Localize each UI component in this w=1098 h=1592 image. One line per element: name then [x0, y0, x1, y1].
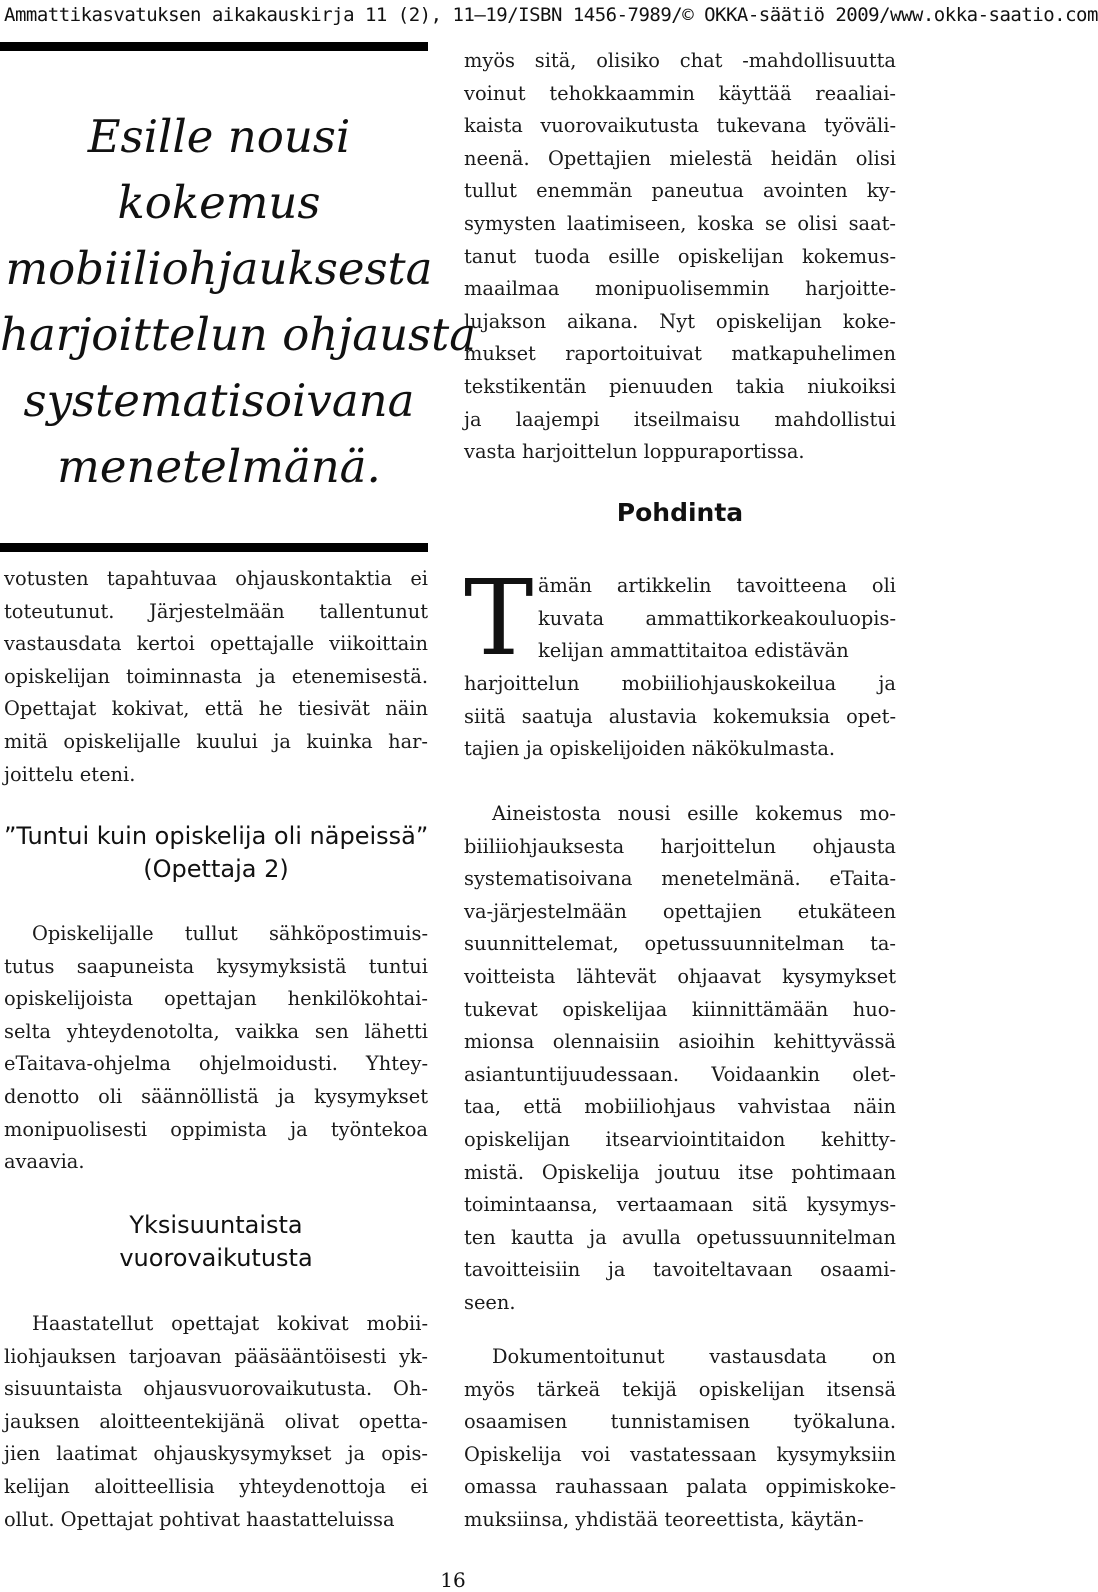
text-line: voitteista lähtevät ohjaavat kysymykset — [464, 964, 896, 988]
text-line: tekstikentän pienuuden takia niukoiksi — [464, 374, 896, 398]
text-line: sisuuntaista ohjausvuorovaikutusta. Oh- — [4, 1377, 428, 1401]
pull-quote — [0, 104, 477, 500]
text-line: myös tärkeä tekijä opiskelijan itsensä — [464, 1377, 896, 1401]
text-line: kelijan ammattitaitoa edistävän — [538, 639, 849, 663]
text-line: vasta harjoittelun loppuraportissa. — [464, 440, 805, 464]
heading-line: Yksisuuntaista — [129, 1211, 303, 1239]
pull-quote-line: harjoittelun ohjausta — [0, 308, 477, 361]
quote-heading — [4, 820, 428, 886]
section-paragraph — [4, 1308, 428, 1536]
text-line: mukset raportoituivat matkapuhelimen — [464, 342, 896, 366]
section-heading-yksisuuntaista — [4, 1209, 428, 1275]
text-line: kaista vuorovaikutusta tukevana työväli- — [464, 114, 896, 138]
text-line: muksiinsa, yhdistää teoreettista, käytän- — [464, 1507, 864, 1531]
text-line: asiantuntijuudessaan. Voidaankin olet- — [464, 1062, 896, 1086]
drop-paragraph-indented — [538, 570, 896, 668]
text-line: va-järjestelmään opettajien etukäteen — [464, 899, 896, 923]
top-rule — [0, 42, 428, 51]
pull-quote-line: menetelmänä. — [57, 440, 381, 493]
text-line: Haastatellut opettajat kokivat mobii- — [32, 1312, 428, 1335]
text-line: osaamisen tunnistamisen työkaluna. — [464, 1410, 896, 1434]
text-line: tutus saapuneista kysymyksistä tuntui — [4, 954, 428, 978]
text-line: opiskelijan toiminnasta ja etenemisestä. — [4, 664, 428, 688]
text-line: omassa rauhassaan palata oppimiskoke- — [464, 1475, 896, 1499]
journal-header: Ammattikasvatuksen aikakauskirja 11 (2), 11–19/ISBN 1456-7989/© OKKA-säätiö 2009/www.okka-saatio.com — [4, 4, 1098, 26]
text-line: toteutunut. Järjestelmään tallentunut — [4, 599, 428, 623]
text-line: avaavia. — [4, 1150, 85, 1174]
pull-quote-line: kokemus — [117, 176, 321, 229]
text-line: biiliiohjauksesta harjoittelun ohjausta — [464, 834, 896, 858]
text-line: Opiskelijalle tullut sähköpostimuis- — [32, 922, 428, 945]
pull-quote-line: mobiiliohjauksesta — [5, 242, 433, 295]
section-heading-pohdinta: Pohdinta — [616, 498, 744, 527]
text-line: Aineistosta nousi esille kokemus mo- — [492, 802, 896, 825]
text-line: kelijan aloitteellisia yhteydenottoja ei — [4, 1474, 428, 1498]
text-line: Opiskelija voi vastatessaan kysymyksiin — [464, 1442, 896, 1466]
text-line: jien laatimat ohjauskysymykset ja opis- — [4, 1442, 428, 1466]
drop-paragraph-rest — [464, 668, 896, 766]
text-line: tullut enemmän paneutua avointen ky- — [464, 179, 896, 203]
text-line: Opettajat kokivat, että he tiesivät näin — [4, 697, 428, 721]
text-line: jauksen aloitteentekijänä olivat opetta- — [4, 1409, 428, 1433]
heading-line: (Opettaja 2) — [143, 855, 289, 883]
text-line: Dokumentoitunut vastausdata on — [492, 1345, 896, 1368]
text-line: symysten laatimiseen, koska se olisi saat- — [464, 211, 896, 235]
text-line: ja laajempi itseilmaisu mahdollistui — [464, 407, 896, 431]
paragraph-3 — [464, 1341, 896, 1537]
heading-line: ”Tuntui kuin opiskelija oli näpeissä” — [4, 822, 429, 850]
text-line: systematisoivana menetelmänä. eTaita- — [464, 867, 896, 891]
text-line: neenä. Opettajien mielestä heidän olisi — [464, 146, 896, 170]
text-line: ollut. Opettajat pohtivat haastatteluissa — [4, 1507, 395, 1531]
text-line: joittelu eteni. — [4, 762, 136, 786]
text-line: myös sitä, olisiko chat -mahdollisuutta — [464, 49, 896, 72]
text-line: opiskelijan itsearviointitaidon kehitty- — [464, 1127, 896, 1151]
left-intro-paragraph — [4, 563, 428, 791]
text-line: mionsa olennaisiin asioihin kehittyvässä — [464, 1030, 896, 1054]
text-line: opiskelijoista opettajan henkilökohtai- — [4, 987, 428, 1011]
text-line: harjoittelun mobiiliohjauskokeilua ja — [464, 672, 896, 695]
text-line: vastausdata kertoi opettajalle viikoittain — [4, 632, 428, 656]
bottom-rule — [0, 543, 428, 552]
text-line: selta yhteydenotolta, vaikka sen lähetti — [4, 1019, 428, 1043]
text-line: monipuolisesti oppimista ja työntekoa — [4, 1117, 428, 1141]
text-line: mitä opiskelijalle kuului ja kuinka har- — [4, 729, 428, 753]
heading-line: vuorovaikutusta — [119, 1244, 313, 1272]
text-line: tavoitteisiin ja tavoiteltavaan osaami- — [464, 1258, 896, 1282]
text-line: voinut tehokkaammin käyttää reaaliai- — [464, 81, 896, 105]
text-line: maailmaa monipuolisemmin harjoitte- — [464, 277, 896, 301]
text-line: eTaitava-ohjelma ohjelmoidusti. Yhtey- — [4, 1052, 428, 1076]
quote-paragraph — [4, 918, 428, 1179]
text-line: tanut tuoda esille opiskelijan kokemus- — [464, 244, 896, 268]
text-line: lujakson aikana. Nyt opiskelijan koke- — [464, 309, 896, 333]
drop-cap: T — [464, 557, 534, 679]
text-line: seen. — [464, 1290, 516, 1314]
text-line: tukevat opiskelijaa kiinnittämään huo- — [464, 997, 896, 1021]
pull-quote-line: systematisoivana — [23, 374, 415, 427]
text-line: ten kautta ja avulla opetussuunnitelman — [464, 1225, 896, 1249]
text-line: mistä. Opiskelija joutuu itse pohtimaan — [464, 1160, 896, 1184]
text-line: suunnittelemat, opetussuunnitelman ta- — [464, 932, 896, 956]
text-line: toimintaansa, vertaamaan sitä kysymys- — [464, 1193, 896, 1217]
text-line: siitä saatuja alustavia kokemuksia opet- — [464, 704, 896, 728]
text-line: denotto oli säännöllistä ja kysymykset — [4, 1084, 428, 1108]
text-line: kuvata ammattikorkeakouluopis- — [538, 606, 896, 630]
page-number: 16 — [440, 1568, 466, 1592]
text-line: tajien ja opiskelijoiden näkökulmasta. — [464, 737, 836, 761]
text-line: liohjauksen tarjoavan pääsääntöisesti yk- — [4, 1344, 428, 1368]
text-line: taa, että mobiiliohjaus vahvistaa näin — [464, 1095, 896, 1119]
paragraph-2 — [464, 798, 896, 1320]
right-top-paragraph — [464, 45, 896, 469]
text-line: votusten tapahtuvaa ohjauskontaktia ei — [4, 567, 428, 590]
pull-quote-line: Esille nousi — [87, 110, 351, 163]
text-line: ämän artikkelin tavoitteena oli — [538, 574, 896, 597]
